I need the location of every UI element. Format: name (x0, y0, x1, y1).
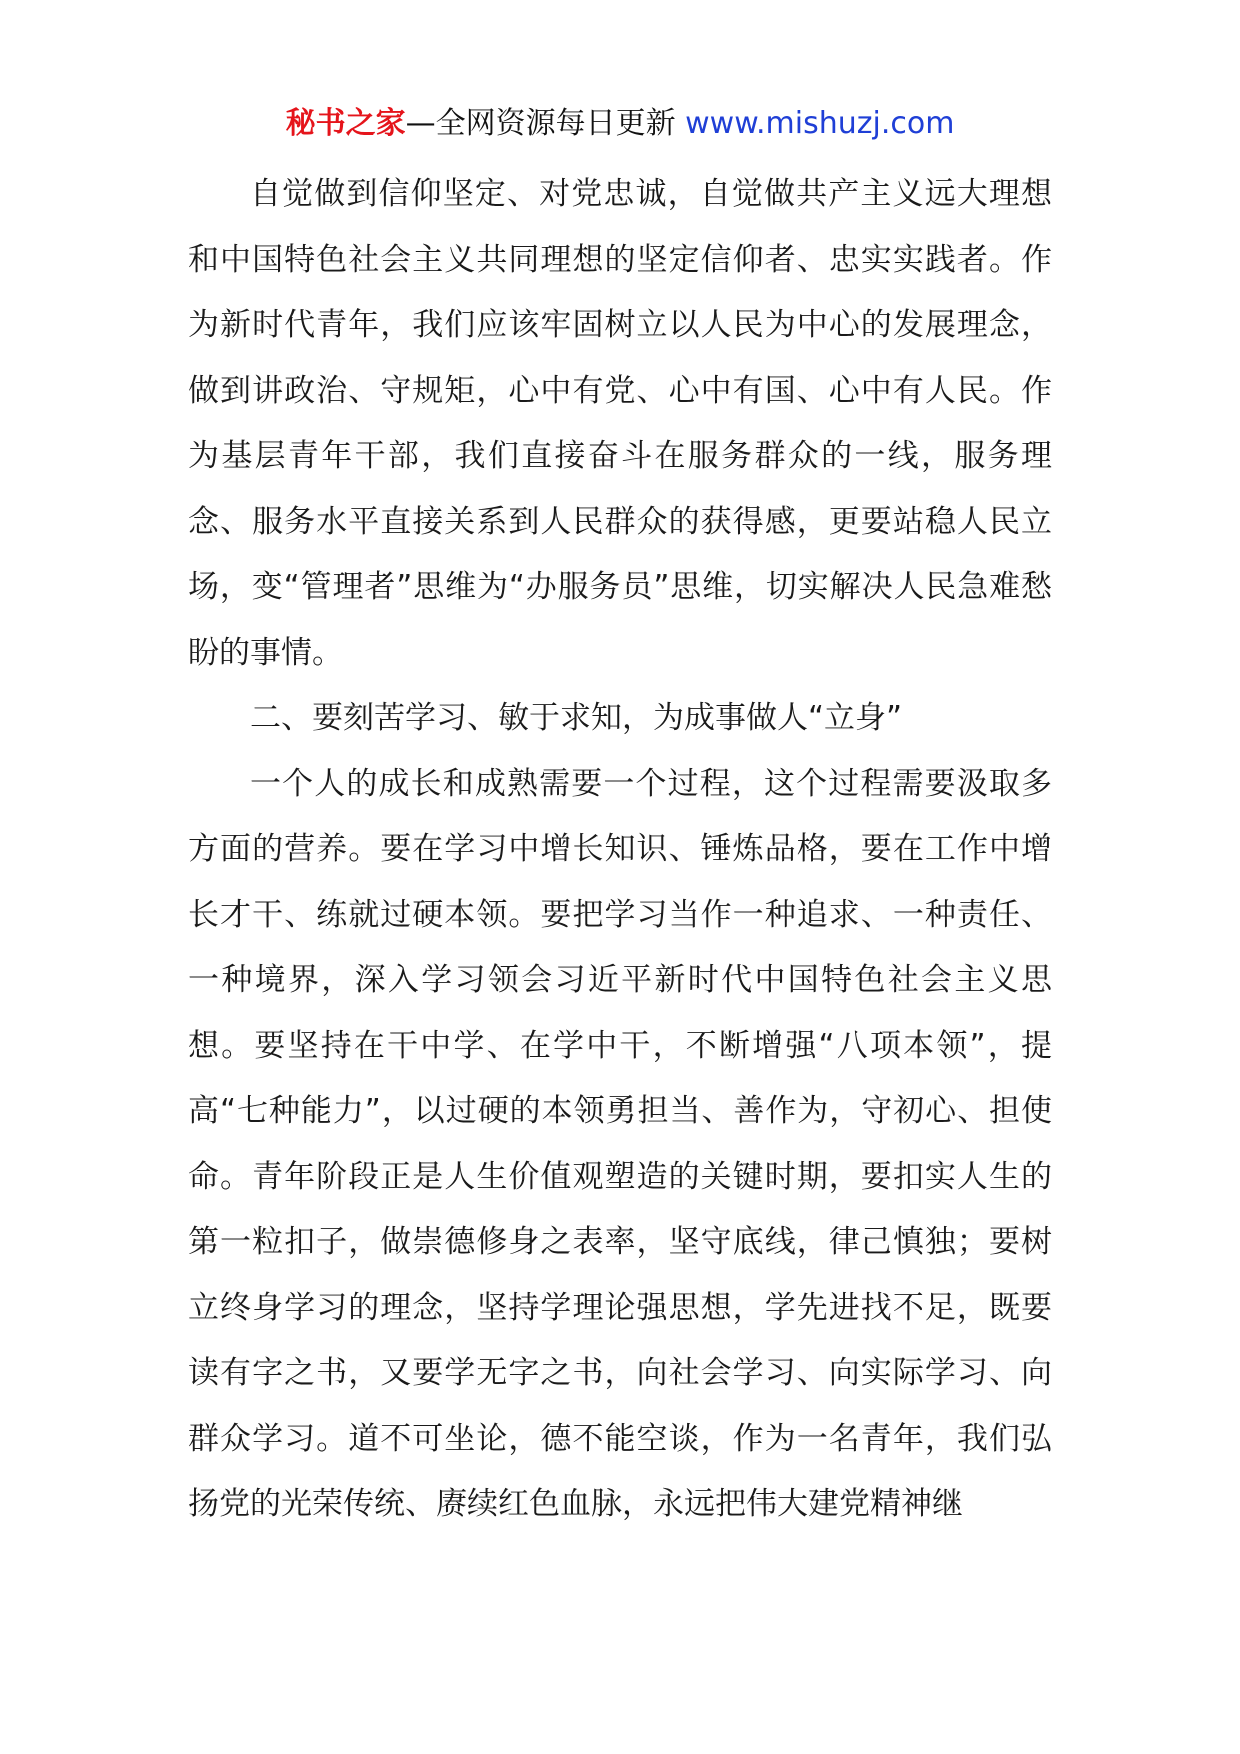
section-heading: 二、要刻苦学习、敏于求知，为成事做人“立身” (250, 700, 903, 736)
body-paragraph: 一个人的成长和成熟需要一个过程，这个过程需要汲取多方面的营养。要在学习中增长知识、锤炼品格，要在工作中增长才干、练就过硬本领。要把学习当作一种追求、一种责任、一种境界，深入学习领会习近平新时代中国特色社会主义思想。要坚持在干中学、在学中干，不断增强“八项本领”，提高“七种能力”，以过硬的本领勇担当、善作为，守初心、担使命。青年阶段正是人生价值观塑造的关键时期，要扣实人生的第一粒扣子，做崇德修身之表率，坚守底线，律己慎独；要树立终身学习的理念，坚持学理论强思想，学先进找不足，既要读有字之书，又要学无字之书，向社会学习、向实际学习、向群众学习。道不可坐论，德不能空谈，作为一名青年，我们弘扬党的光荣传统、赓续红色血脉，永远把伟大建党精神继 (188, 765, 1052, 1522)
header-tagline: —全网资源每日更新 (405, 106, 686, 141)
site-header (0, 100, 1240, 148)
site-url-link[interactable]: www.mishuzj.com (685, 106, 955, 141)
body-paragraph: 自觉做到信仰坚定、对党忠诚，自觉做共产主义远大理想和中国特色社会主义共同理想的坚定信仰者、忠实实践者。作为新时代青年，我们应该牢固树立以人民为中心的发展理念，做到讲政治、守规矩，心中有党、心中有国、心中有人民。作为基层青年干部，我们直接奋斗在服务群众的一线，服务理念、服务水平直接关系到人民群众的获得感，更要站稳人民立场，变“管理者”思维为“办服务员”思维，切实解决人民急难愁盼的事情。 (188, 176, 1052, 671)
brand-name: 秘书之家 (285, 106, 406, 141)
document-body (188, 162, 1052, 1538)
